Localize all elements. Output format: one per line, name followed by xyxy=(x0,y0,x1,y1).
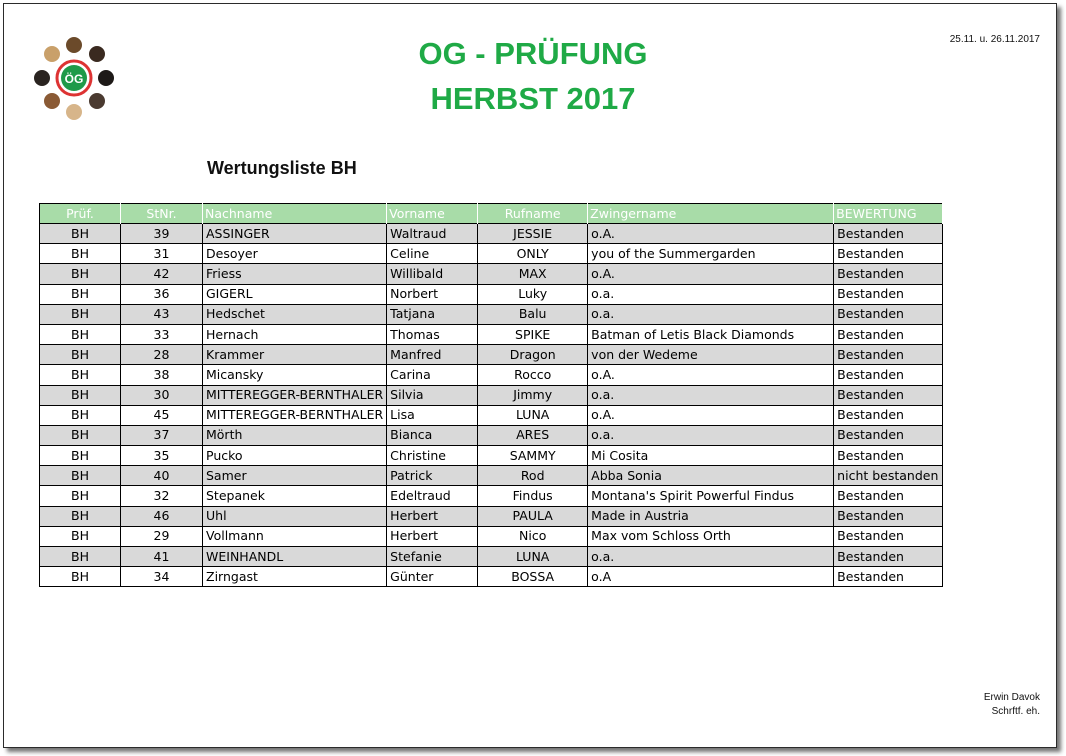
cell-nachname: WEINHANDL xyxy=(203,547,387,567)
cell-pruef: BH xyxy=(40,284,121,304)
cell-zwingername: o.A. xyxy=(588,405,834,425)
cell-rufname: Balu xyxy=(478,304,588,324)
cell-nachname: Zirngast xyxy=(203,567,387,587)
cell-stnr: 38 xyxy=(121,365,203,385)
cell-bewertung: Bestanden xyxy=(834,506,943,526)
table-row xyxy=(40,284,943,304)
cell-rufname: ONLY xyxy=(478,244,588,264)
cell-stnr: 42 xyxy=(121,264,203,284)
cell-bewertung: Bestanden xyxy=(834,526,943,546)
cell-stnr: 34 xyxy=(121,567,203,587)
signer-name: Erwin Davok xyxy=(983,692,1040,703)
cell-stnr: 36 xyxy=(121,284,203,304)
cell-rufname: LUNA xyxy=(478,405,588,425)
cell-bewertung: Bestanden xyxy=(834,385,943,405)
cell-bewertung: Bestanden xyxy=(834,345,943,365)
cell-pruef: BH xyxy=(40,244,121,264)
cell-pruef: BH xyxy=(40,567,121,587)
cell-nachname: Pucko xyxy=(203,446,387,466)
cell-rufname: LUNA xyxy=(478,547,588,567)
cell-bewertung: Bestanden xyxy=(834,284,943,304)
cell-bewertung: Bestanden xyxy=(834,224,943,244)
cell-zwingername: Batman of Letis Black Diamonds xyxy=(588,324,834,344)
cell-bewertung: Bestanden xyxy=(834,405,943,425)
cell-vorname: Tatjana xyxy=(387,304,478,324)
cell-vorname: Günter xyxy=(387,567,478,587)
cell-nachname: Vollmann xyxy=(203,526,387,546)
cell-pruef: BH xyxy=(40,304,121,324)
cell-rufname: PAULA xyxy=(478,506,588,526)
signature-block xyxy=(984,691,1040,719)
cell-nachname: GIGERL xyxy=(203,284,387,304)
cell-nachname: Hernach xyxy=(203,324,387,344)
cell-vorname: Manfred xyxy=(387,345,478,365)
cell-nachname: Uhl xyxy=(203,506,387,526)
cell-nachname: MITTEREGGER-BERNTHALER xyxy=(203,385,387,405)
cell-bewertung: nicht bestanden xyxy=(834,466,943,486)
cell-zwingername: o.A. xyxy=(588,365,834,385)
table-row xyxy=(40,304,943,324)
table-row xyxy=(40,224,943,244)
cell-pruef: BH xyxy=(40,385,121,405)
cell-pruef: BH xyxy=(40,224,121,244)
cell-pruef: BH xyxy=(40,345,121,365)
cell-vorname: Norbert xyxy=(387,284,478,304)
table-row xyxy=(40,385,943,405)
column-header-pruef: Prüf. xyxy=(40,204,121,224)
cell-vorname: Herbert xyxy=(387,526,478,546)
cell-vorname: Christine xyxy=(387,446,478,466)
cell-rufname: Rod xyxy=(478,466,588,486)
logo-text: ÖG xyxy=(64,72,84,86)
table-row xyxy=(40,264,943,284)
table-row xyxy=(40,466,943,486)
results-table xyxy=(39,203,943,587)
cell-stnr: 40 xyxy=(121,466,203,486)
column-header-zwingername: Zwingername xyxy=(588,204,834,224)
column-header-vorname: Vorname xyxy=(387,204,478,224)
cell-zwingername: o.a. xyxy=(588,385,834,405)
cell-zwingername: von der Wedeme xyxy=(588,345,834,365)
cell-vorname: Waltraud xyxy=(387,224,478,244)
cell-stnr: 33 xyxy=(121,324,203,344)
page-subtitle-season: HERBST 2017 xyxy=(430,81,636,116)
cell-pruef: BH xyxy=(40,446,121,466)
cell-stnr: 41 xyxy=(121,547,203,567)
table-row xyxy=(40,526,943,546)
table-header-row xyxy=(40,204,943,224)
cell-rufname: SAMMY xyxy=(478,446,588,466)
cell-rufname: SPIKE xyxy=(478,324,588,344)
table-row xyxy=(40,486,943,506)
cell-bewertung: Bestanden xyxy=(834,567,943,587)
table-row xyxy=(40,446,943,466)
cell-zwingername: you of the Summergarden xyxy=(588,244,834,264)
cell-nachname: Samer xyxy=(203,466,387,486)
cell-vorname: Lisa xyxy=(387,405,478,425)
cell-stnr: 45 xyxy=(121,405,203,425)
table-body xyxy=(40,224,943,587)
event-date: 25.11. u. 26.11.2017 xyxy=(949,34,1040,45)
cell-pruef: BH xyxy=(40,264,121,284)
cell-nachname: Micansky xyxy=(203,365,387,385)
cell-rufname: BOSSA xyxy=(478,567,588,587)
table-row xyxy=(40,425,943,445)
cell-stnr: 30 xyxy=(121,385,203,405)
cell-rufname: Jimmy xyxy=(478,385,588,405)
cell-stnr: 43 xyxy=(121,304,203,324)
cell-rufname: Dragon xyxy=(478,345,588,365)
cell-zwingername: Mi Cosita xyxy=(588,446,834,466)
cell-rufname: JESSIE xyxy=(478,224,588,244)
cell-stnr: 31 xyxy=(121,244,203,264)
page-title: OG - PRÜFUNG xyxy=(418,36,648,71)
table-row xyxy=(40,244,943,264)
cell-pruef: BH xyxy=(40,506,121,526)
cell-zwingername: o.A. xyxy=(588,224,834,244)
cell-rufname: Rocco xyxy=(478,365,588,385)
cell-vorname: Edeltraud xyxy=(387,486,478,506)
cell-nachname: Stepanek xyxy=(203,486,387,506)
cell-rufname: Nico xyxy=(478,526,588,546)
cell-nachname: MITTEREGGER-BERNTHALER xyxy=(203,405,387,425)
cell-pruef: BH xyxy=(40,526,121,546)
cell-bewertung: Bestanden xyxy=(834,547,943,567)
cell-zwingername: o.a. xyxy=(588,425,834,445)
cell-pruef: BH xyxy=(40,365,121,385)
cell-rufname: ARES xyxy=(478,425,588,445)
cell-zwingername: Max vom Schloss Orth xyxy=(588,526,834,546)
cell-stnr: 35 xyxy=(121,446,203,466)
cell-bewertung: Bestanden xyxy=(834,304,943,324)
column-header-nachname: Nachname xyxy=(203,204,387,224)
cell-bewertung: Bestanden xyxy=(834,264,943,284)
cell-rufname: Luky xyxy=(478,284,588,304)
cell-stnr: 46 xyxy=(121,506,203,526)
cell-zwingername: Abba Sonia xyxy=(588,466,834,486)
cell-nachname: Krammer xyxy=(203,345,387,365)
column-header-bewertung: BEWERTUNG xyxy=(834,204,943,224)
cell-zwingername: Montana's Spirit Powerful Findus xyxy=(588,486,834,506)
cell-pruef: BH xyxy=(40,486,121,506)
cell-stnr: 39 xyxy=(121,224,203,244)
cell-vorname: Silvia xyxy=(387,385,478,405)
cell-nachname: Hedschet xyxy=(203,304,387,324)
cell-bewertung: Bestanden xyxy=(834,486,943,506)
table-row xyxy=(40,365,943,385)
cell-nachname: Mörth xyxy=(203,425,387,445)
cell-bewertung: Bestanden xyxy=(834,244,943,264)
cell-bewertung: Bestanden xyxy=(834,446,943,466)
cell-vorname: Thomas xyxy=(387,324,478,344)
table-row xyxy=(40,567,943,587)
table-row xyxy=(40,324,943,344)
table-row xyxy=(40,405,943,425)
cell-zwingername: o.a. xyxy=(588,547,834,567)
cell-pruef: BH xyxy=(40,425,121,445)
cell-zwingername: o.a. xyxy=(588,304,834,324)
cell-bewertung: Bestanden xyxy=(834,425,943,445)
cell-stnr: 37 xyxy=(121,425,203,445)
cell-vorname: Carina xyxy=(387,365,478,385)
cell-vorname: Celine xyxy=(387,244,478,264)
cell-pruef: BH xyxy=(40,324,121,344)
cell-vorname: Patrick xyxy=(387,466,478,486)
cell-pruef: BH xyxy=(40,547,121,567)
cell-vorname: Willibald xyxy=(387,264,478,284)
cell-vorname: Bianca xyxy=(387,425,478,445)
cell-stnr: 29 xyxy=(121,526,203,546)
column-header-stnr: StNr. xyxy=(121,204,203,224)
cell-vorname: Herbert xyxy=(387,506,478,526)
cell-stnr: 32 xyxy=(121,486,203,506)
cell-pruef: BH xyxy=(40,466,121,486)
cell-pruef: BH xyxy=(40,405,121,425)
cell-nachname: ASSINGER xyxy=(203,224,387,244)
list-title: Wertungsliste BH xyxy=(207,158,357,178)
cell-zwingername: o.A xyxy=(588,567,834,587)
cell-nachname: Desoyer xyxy=(203,244,387,264)
table-row xyxy=(40,547,943,567)
table-row xyxy=(40,345,943,365)
signer-role: Schrftf. eh. xyxy=(991,706,1040,717)
table-row xyxy=(40,506,943,526)
cell-stnr: 28 xyxy=(121,345,203,365)
cell-nachname: Friess xyxy=(203,264,387,284)
cell-vorname: Stefanie xyxy=(387,547,478,567)
cell-rufname: MAX xyxy=(478,264,588,284)
cell-bewertung: Bestanden xyxy=(834,324,943,344)
cell-zwingername: o.a. xyxy=(588,284,834,304)
cell-rufname: Findus xyxy=(478,486,588,506)
cell-zwingername: o.A. xyxy=(588,264,834,284)
cell-bewertung: Bestanden xyxy=(834,365,943,385)
column-header-rufname: Rufname xyxy=(478,204,588,224)
cell-zwingername: Made in Austria xyxy=(588,506,834,526)
